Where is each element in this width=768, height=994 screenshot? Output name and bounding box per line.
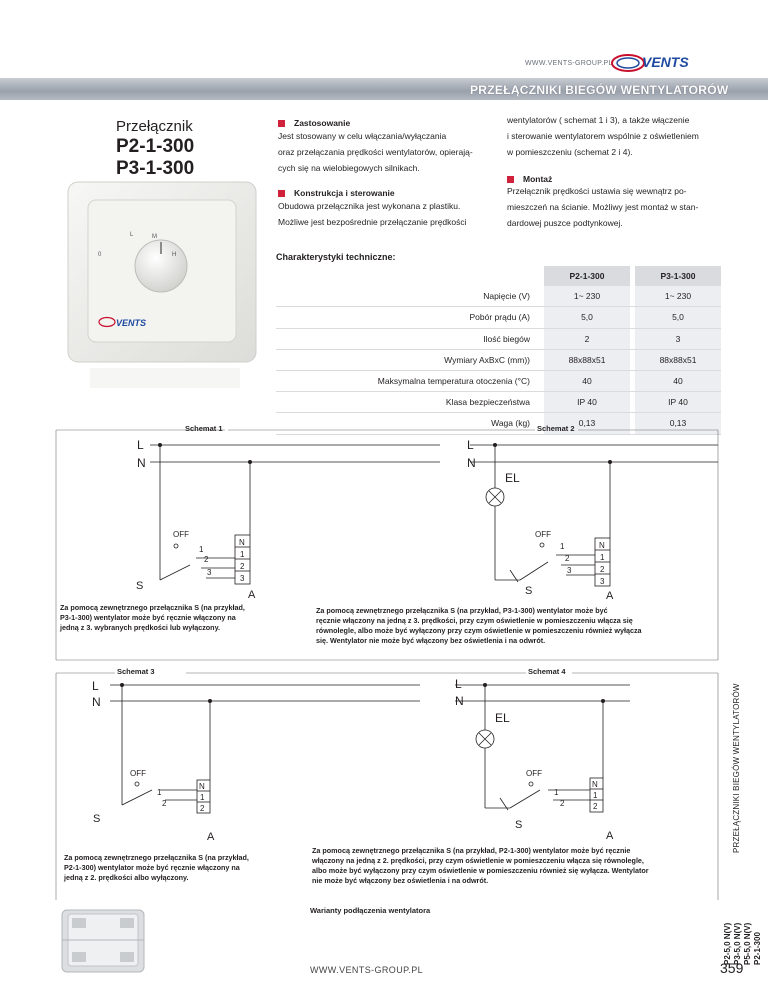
label-L: L — [467, 438, 474, 452]
scheme-2-title: Schemat 2 — [537, 424, 575, 433]
label-EL: EL — [505, 471, 520, 485]
caption-line: P3-1-300) wentylator może być ręcznie włączony na — [60, 613, 236, 622]
header-url[interactable]: WWW.VENTS-GROUP.PL — [525, 60, 613, 67]
spec-value-p3: 3 — [635, 328, 721, 349]
para-line: i sterowanie wentylatorem wspólnie z oświetleniem — [507, 131, 699, 141]
scheme-1-diagram — [150, 443, 440, 584]
product-model-1: P2-1-300 — [116, 136, 195, 157]
label-off: OFF — [130, 769, 146, 778]
label-L: L — [137, 438, 144, 452]
section-title-konstrukcja: Konstrukcja i sterowanie — [278, 188, 395, 198]
caption-line: jedną z 3. wybranych prędkości lub wyłączony. — [60, 623, 221, 632]
logo-text: VENTS — [642, 54, 689, 70]
label-3: 3 — [207, 568, 212, 577]
terminal-1: 1 — [200, 793, 205, 802]
label-3: 3 — [567, 566, 572, 575]
spec-value-p3: 5,0 — [635, 307, 721, 328]
label-1: 1 — [157, 788, 162, 797]
label-A: A — [207, 831, 215, 843]
spec-label: Maksymalna temperatura otoczenia (°C) — [276, 370, 544, 391]
terminal-1: 1 — [600, 553, 605, 562]
specs-col-p3: P3-1-300 — [635, 266, 721, 286]
band-title: PRZEŁĄCZNIKI BIEGÓW WENTYLATORÓW — [470, 83, 729, 97]
scheme-1-title: Schemat 1 — [185, 424, 223, 433]
dial-mark-0: 0 — [98, 252, 102, 258]
label-A: A — [606, 590, 614, 602]
caption-line: włączony na jedną z 2. prędkości, przy czym oświetlenie w pomieszczeniu włącza się równolegle, — [312, 856, 644, 865]
dial-mark-h: H — [172, 252, 177, 258]
spec-value-p2: 0,13 — [544, 413, 630, 434]
spec-label: Klasa bezpieczeństwa — [276, 392, 544, 413]
scheme-1-caption — [60, 603, 292, 633]
terminal-N: N — [599, 541, 605, 550]
para-line: Przełącznik prędkości ustawia się wewnątrz po- — [507, 186, 687, 196]
label-2: 2 — [560, 799, 565, 808]
scheme-4-title: Schemat 4 — [528, 667, 566, 676]
terminal-2: 2 — [600, 565, 605, 574]
terminal-N: N — [239, 538, 245, 547]
specs-title: Charakterystyki techniczne: — [276, 252, 396, 262]
specs-col-p2: P2-1-300 — [544, 266, 630, 286]
label-2: 2 — [162, 799, 167, 808]
label-A: A — [248, 589, 256, 601]
label-1: 1 — [199, 545, 204, 554]
warianty-label: Warianty podłączenia wentylatora — [310, 906, 431, 915]
product-model-2: P3-1-300 — [116, 158, 195, 179]
scheme-4-diagram — [455, 683, 630, 812]
dial-mark-l: L — [130, 232, 134, 238]
label-1: 1 — [554, 788, 559, 797]
side-model: P5-5,0 N(V) — [743, 922, 752, 965]
spec-value-p2: 1~ 230 — [544, 286, 630, 307]
para-line: Jest stosowany w celu włączania/wyłączania — [278, 131, 447, 141]
label-L: L — [455, 677, 462, 691]
scheme-2-caption — [316, 606, 698, 646]
terminal-1: 1 — [240, 550, 245, 559]
label-off: OFF — [526, 769, 542, 778]
spec-label: Waga (kg) — [276, 413, 544, 434]
label-off: OFF — [535, 530, 551, 539]
label-off: OFF — [173, 530, 189, 539]
para-line: cych się na wielobiegowych silnikach. — [278, 163, 420, 173]
terminal-2: 2 — [200, 804, 205, 813]
dial-mark-m: M — [152, 234, 157, 240]
scheme-3-title: Schemat 3 — [117, 667, 155, 676]
spec-label: Ilość biegów — [276, 328, 544, 349]
side-title: PRZEŁĄCZNIKI BIEGÓW WENTYLATORÓW — [732, 683, 741, 853]
para-line: oraz przełączania prędkości wentylatorów, opierają- — [278, 147, 473, 157]
terminal-N: N — [199, 782, 205, 791]
product-label: Przełącznik — [116, 118, 193, 135]
spec-value-p3: 88x88x51 — [635, 349, 721, 370]
label-N: N — [455, 694, 464, 708]
spec-value-p2: 2 — [544, 328, 630, 349]
section-title-montaz: Montaż — [507, 174, 552, 184]
para-line: dardowej puszce podtynkowej. — [507, 218, 623, 228]
page-number: 359 — [720, 960, 744, 976]
caption-line: się. Wentylator nie może być włączony bez oświetlenia i na odwrót. — [316, 636, 546, 645]
terminal-2: 2 — [240, 562, 245, 571]
spec-label: Napięcie (V) — [276, 286, 544, 307]
label-2: 2 — [565, 554, 570, 563]
spec-value-p3: 40 — [635, 370, 721, 391]
caption-line: ręcznie włączony na jedną z 3. prędkości, przy czym oświetlenie w pomieszczeniu włącza się — [316, 616, 633, 625]
footer-url[interactable]: WWW.VENTS-GROUP.PL — [310, 965, 424, 975]
scheme-4-caption — [312, 846, 698, 886]
spec-value-p3: 1~ 230 — [635, 286, 721, 307]
side-model: P2-1-300 — [753, 932, 762, 965]
spec-value-p3: 0,13 — [635, 413, 721, 434]
terminal-2: 2 — [593, 802, 598, 811]
para-line: w pomieszczeniu (schemat 2 i 4). — [507, 147, 633, 157]
label-N: N — [467, 456, 476, 470]
caption-line: Za pomocą zewnętrznego przełącznika S (na przykład, — [60, 603, 245, 612]
terminal-N: N — [592, 780, 598, 789]
spec-label: Pobór prądu (A) — [276, 307, 544, 328]
caption-line: P2-1-300) wentylator może być ręcznie włączony na — [64, 863, 240, 872]
label-S: S — [515, 819, 523, 831]
caption-line: Za pomocą zewnętrznego przełącznika S (na przykład, P3-1-300) wentylator może być — [316, 606, 608, 615]
spec-value-p2: 88x88x51 — [544, 349, 630, 370]
spec-value-p2: 40 — [544, 370, 630, 391]
label-N: N — [92, 695, 101, 709]
label-S: S — [93, 813, 101, 825]
caption-line: Za pomocą zewnętrznego przełącznika S (na przykład, — [64, 853, 249, 862]
para-line: wentylatorów ( schemat 1 i 3), a także włączenie — [507, 115, 690, 125]
terminal-1: 1 — [593, 791, 598, 800]
caption-line: Za pomocą zewnętrznego przełącznika S (na przykład, P2-1-300) wentylator może być ręcznie — [312, 846, 631, 855]
section-title-zastosowanie: Zastosowanie — [278, 118, 350, 128]
label-L: L — [92, 679, 99, 693]
scheme-2-diagram — [470, 443, 718, 586]
label-S: S — [136, 580, 144, 592]
spec-value-p2: 5,0 — [544, 307, 630, 328]
para-line: Możliwe jest bezpośrednie przełączanie prędkości — [278, 217, 467, 227]
label-2: 2 — [204, 555, 209, 564]
spec-value-p2: IP 40 — [544, 392, 630, 413]
device-brand: VENTS — [116, 318, 147, 328]
side-models — [723, 923, 763, 965]
label-1: 1 — [560, 542, 565, 551]
caption-line: równolegle, albo może być wyłączony przy czym oświetlenie w pomieszczeniu również wyłącza — [316, 626, 642, 635]
spec-label: Wymiary AxBxC (mm)) — [276, 349, 544, 370]
terminal-3: 3 — [600, 577, 605, 586]
caption-line: nie może być włączony bez oświetlenia i na odwrót. — [312, 876, 489, 885]
label-S: S — [525, 585, 533, 597]
scheme-3-caption — [64, 853, 288, 883]
terminal-3: 3 — [240, 574, 245, 583]
side-model: P3-5,0 N(V) — [733, 922, 742, 965]
caption-line: albo może być wyłączony przy czym oświetlenie w pomieszczeniu również się wyłącza. Wentylator — [312, 866, 649, 875]
label-EL: EL — [495, 711, 510, 725]
para-line: mieszczeń na ścianie. Możliwy jest montaż w stan- — [507, 202, 699, 212]
side-model: P2-5,0 N(V) — [723, 922, 732, 965]
junction-box-photo — [58, 904, 150, 976]
para-line: Obudowa przełącznika jest wykonana z plastiku. — [278, 201, 461, 211]
label-N: N — [137, 456, 146, 470]
spec-value-p3: IP 40 — [635, 392, 721, 413]
label-A: A — [606, 830, 614, 842]
caption-line: jedną z 2. prędkości albo wyłączony. — [64, 873, 189, 882]
